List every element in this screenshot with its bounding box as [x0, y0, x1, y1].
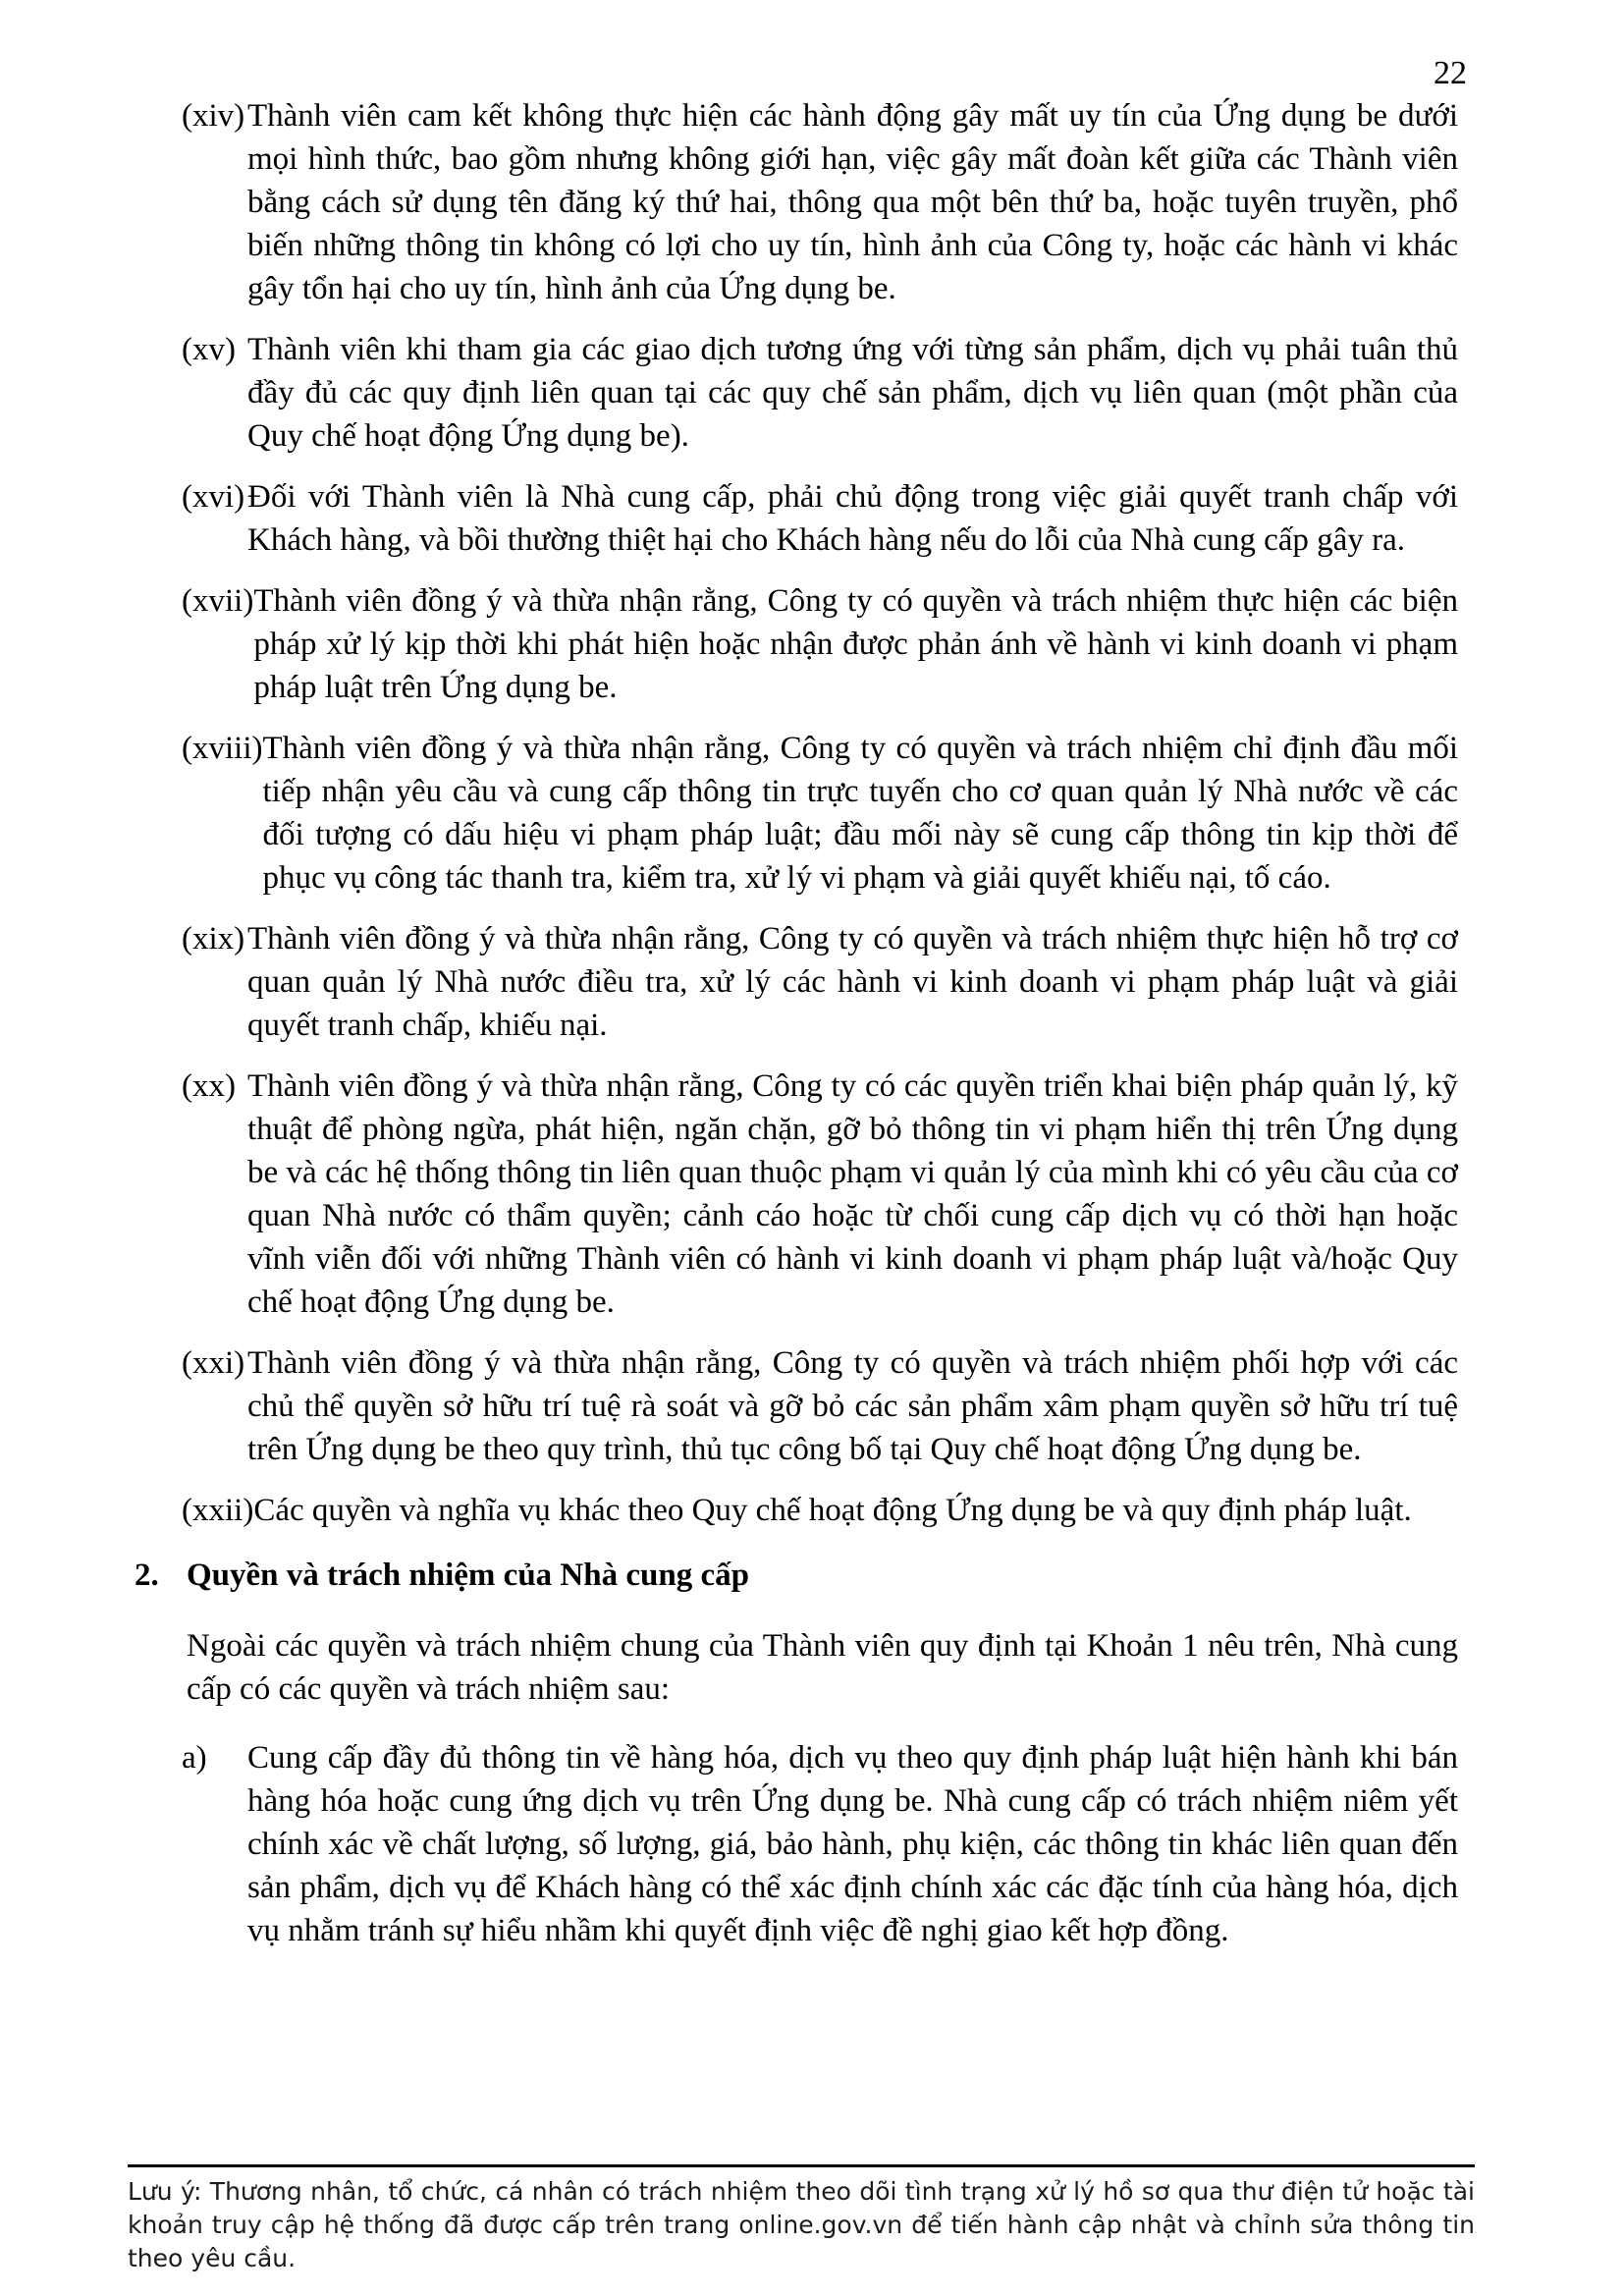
section-title: Quyền và trách nhiệm của Nhà cung cấp	[187, 1558, 749, 1593]
item-text: Đối với Thành viên là Nhà cung cấp, phải chủ động trong việc giải quyết tranh chấp với Khách hàng, và bồi thường thiệt hại cho Khách hàng nếu do lỗi của Nhà cung cấp gây ra.	[247, 479, 1458, 558]
section-number: 2.	[135, 1558, 159, 1593]
item-text: Cung cấp đầy đủ thông tin về hàng hóa, dịch vụ theo quy định pháp luật hiện hành khi bán hàng hóa hoặc cung ứng dịch vụ trên Ứng dụng be. Nhà cung cấp có trách nhiệm niêm yết chính xác về chất lượng, số lượng, giá, bảo hành, phụ kiện, các thông tin khác liên quan đến sản phẩm, dịch vụ để Khách hàng có thể xác định chính xác các đặc tính của hàng hóa, dịch vụ nhằm tránh sự hiểu nhầm khi quyết định việc đề nghị giao kết hợp đồng.	[247, 1740, 1458, 1948]
member-rights-list	[135, 94, 1458, 1532]
list-item	[182, 1736, 1458, 1952]
item-text: Thành viên cam kết không thực hiện các hành động gây mất uy tín của Ứng dụng be dưới mọi hình thức, bao gồm nhưng không giới hạn, việc gây mất đoàn kết giữa các Thành viên bằng cách sử dụng tên đăng ký thứ hai, thông qua một bên thứ ba, hoặc tuyên truyền, phổ biến những thông tin không có lợi cho uy tín, hình ảnh của Công ty, hoặc các hành vi khác gây tổn hại cho uy tín, hình ảnh của Ứng dụng be.	[247, 98, 1458, 306]
item-label: a)	[182, 1740, 207, 1776]
list-item	[182, 1065, 1458, 1324]
list-item	[182, 1341, 1458, 1471]
list-item	[182, 917, 1458, 1047]
item-label: (xix)	[182, 921, 245, 957]
list-item	[182, 94, 1458, 310]
list-item	[182, 727, 1458, 900]
item-label: (xiv)	[182, 98, 245, 134]
item-label: (xviii)	[182, 731, 263, 766]
item-text: Thành viên đồng ý và thừa nhận rằng, Công ty có quyền và trách nhiệm thực hiện hỗ trợ cơ quan quản lý Nhà nước điều tra, xử lý các hành vi kinh doanh vi phạm pháp luật và giải quyết tranh chấp, khiếu nại.	[247, 921, 1458, 1043]
page-content	[135, 94, 1458, 1970]
item-text: Các quyền và nghĩa vụ khác theo Quy chế hoạt động Ứng dụng be và quy định pháp luật.	[253, 1493, 1412, 1528]
footer-note	[128, 2164, 1475, 2275]
item-text: Thành viên đồng ý và thừa nhận rằng, Công ty có các quyền triển khai biện pháp quản lý, kỹ thuật để phòng ngừa, phát hiện, ngăn chặn, gỡ bỏ thông tin vi phạm hiển thị trên Ứng dụng be và các hệ thống thông tin liên quan thuộc phạm vi quản lý của mình khi có yêu cầu của cơ quan Nhà nước có thẩm quyền; cảnh cáo hoặc từ chối cung cấp dịch vụ có thời hạn hoặc vĩnh viễn đối với những Thành viên có hành vi kinh doanh vi phạm pháp luật và/hoặc Quy chế hoạt động Ứng dụng be.	[247, 1068, 1458, 1320]
item-text: Thành viên khi tham gia các giao dịch tương ứng với từng sản phẩm, dịch vụ phải tuân thủ đầy đủ các quy định liên quan tại các quy chế sản phẩm, dịch vụ liên quan (một phần của Quy chế hoạt động Ứng dụng be).	[247, 332, 1458, 454]
item-label: (xv)	[182, 332, 236, 367]
item-text: Thành viên đồng ý và thừa nhận rằng, Công ty có quyền và trách nhiệm chỉ định đầu mối tiếp nhận yêu cầu và cung cấp thông tin trực tuyến cho cơ quan quản lý Nhà nước về các đối tượng có dấu hiệu vi phạm pháp luật; đầu mối này sẽ cung cấp thông tin kịp thời để phục vụ công tác thanh tra, kiểm tra, xử lý vi phạm và giải quyết khiếu nại, tố cáo.	[262, 731, 1458, 896]
item-label: (xx)	[182, 1068, 236, 1104]
footer-text: Lưu ý: Thương nhân, tổ chức, cá nhân có trách nhiệm theo dõi tình trạng xử lý hồ sơ qua thư điện tử hoặc tài khoản truy cập hệ thống đã được cấp trên trang online.gov.vn để tiến hành cập nhật và chỉnh sửa thông tin theo yêu cầu.	[128, 2177, 1475, 2272]
item-text: Thành viên đồng ý và thừa nhận rằng, Công ty có quyền và trách nhiệm phối hợp với các chủ thể quyền sở hữu trí tuệ rà soát và gỡ bỏ các sản phẩm xâm phạm quyền sở hữu trí tuệ trên Ứng dụng be theo quy trình, thủ tục công bố tại Quy chế hoạt động Ứng dụng be.	[247, 1345, 1458, 1467]
supplier-rights-list	[135, 1736, 1458, 1952]
list-item	[182, 328, 1458, 458]
item-label: (xxii)	[182, 1493, 254, 1528]
item-label: (xvii)	[182, 583, 254, 619]
section-intro: Ngoài các quyền và trách nhiệm chung của Thành viên quy định tại Khoản 1 nêu trên, Nhà cung cấp có các quyền và trách nhiệm sau:	[187, 1628, 1458, 1707]
page-number: 22	[1434, 55, 1467, 91]
item-label: (xvi)	[182, 479, 245, 515]
list-item	[182, 475, 1458, 562]
list-item	[182, 579, 1458, 709]
list-item	[182, 1489, 1458, 1532]
section-heading	[135, 1554, 1458, 1597]
item-label: (xxi)	[182, 1345, 245, 1381]
item-text: Thành viên đồng ý và thừa nhận rằng, Công ty có quyền và trách nhiệm thực hiện các biện pháp xử lý kịp thời khi phát hiện hoặc nhận được phản ánh về hành vi kinh doanh vi phạm pháp luật trên Ứng dụng be.	[253, 583, 1458, 705]
